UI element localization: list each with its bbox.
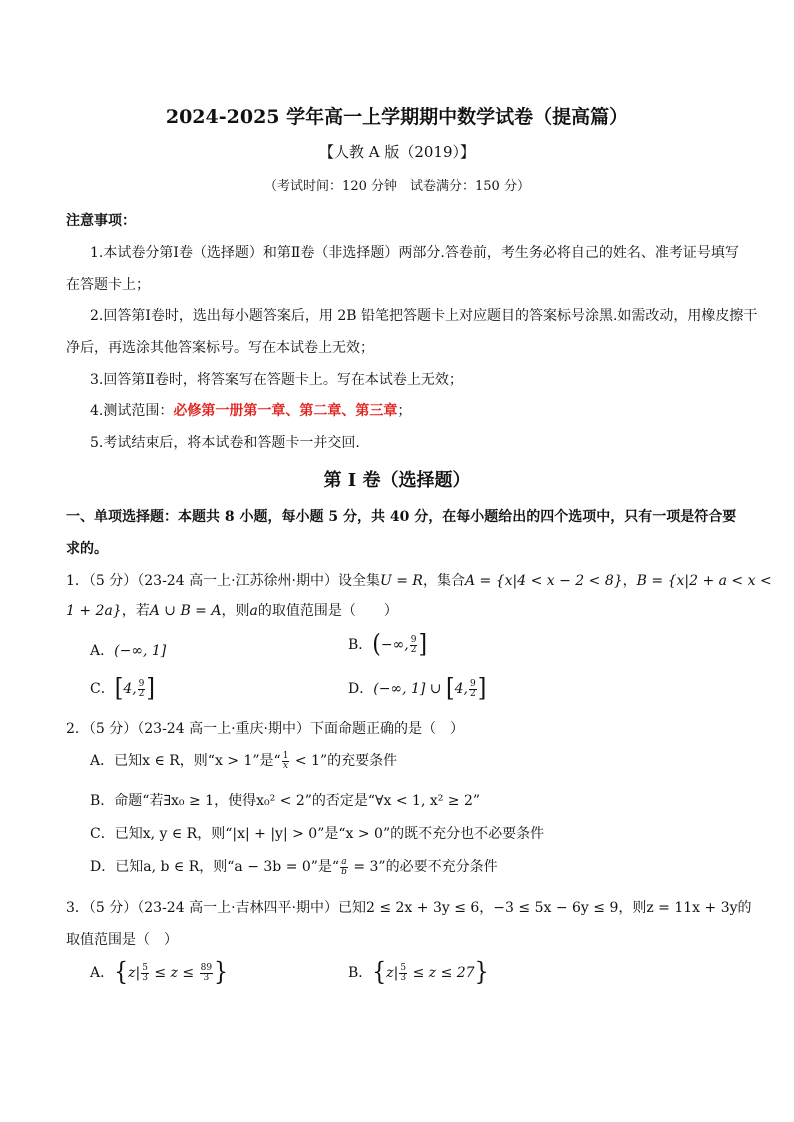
q1-set-b-end: 1 + 2a} <box>66 603 122 619</box>
option-value: ≤ z ≤ 27 <box>408 965 475 981</box>
fraction-denominator: 2 <box>410 644 417 655</box>
fraction <box>200 964 213 983</box>
q1-set-a: A = {x|4 < x − 2 < 8} <box>464 573 623 589</box>
q2-option-c[interactable]: C．已知x, y ∈ R，则“|x| + |y| > 0”是“x > 0”的既不充分也不必要条件 <box>90 826 545 842</box>
option-label: D． <box>348 681 374 697</box>
fraction-numerator: 9 <box>410 634 417 645</box>
question-3-stem: 3．（5 分）（23-24 高一上·吉林四平·期中）已知2 ≤ 2x + 3y ≤ 6，−3 ≤ 5x − 6y ≤ 9，则z = 11x + 3y的 <box>66 900 752 916</box>
fraction-numerator: 5 <box>400 962 407 973</box>
question-3-stem-cont: 取值范围是（ ） <box>66 932 178 948</box>
q3-option-b[interactable]: B．{z| $\frac{5}{3}$ ≤ z ≤ 27} <box>348 958 489 987</box>
section-heading: 一、单项选择题：本题共 8 小题，每小题 5 分，共 40 分，在每小题给出的四个选项中，只有一项是符合要 <box>66 509 737 525</box>
fraction <box>340 858 348 877</box>
option-value: 4, <box>123 681 137 697</box>
notice-item-4-suffix: ； <box>397 403 412 419</box>
fraction-numerator: 89 <box>200 962 213 973</box>
option-label: A． <box>90 643 115 659</box>
option-label: A． <box>90 965 115 981</box>
notice-item-1-cont: 在答题卡上； <box>66 277 150 293</box>
fraction-denominator: 2 <box>138 688 145 699</box>
fraction-denominator: 2 <box>469 688 476 699</box>
q3-option-a[interactable]: A．{z| $\frac{5}{3}$ ≤ z ≤ $\frac{89}{3}$ } <box>90 958 229 987</box>
q1-text: 的取值范围是（ ） <box>257 603 398 619</box>
fraction <box>138 680 146 699</box>
fraction <box>469 680 477 699</box>
fraction-denominator: 3 <box>142 972 148 983</box>
fraction-denominator: b <box>341 866 347 877</box>
option-text: A．已知x ∈ R，则“x > 1”是“ <box>90 753 281 769</box>
test-scope: 必修第一册第一章、第二章、第三章 <box>173 403 398 419</box>
option-label: B． <box>348 965 373 981</box>
notice-heading: 注意事项： <box>66 213 136 229</box>
option-label: C． <box>90 681 115 697</box>
option-value: z| <box>386 965 399 981</box>
notice-item-1: 1.本试卷分第Ⅰ卷（选择题）和第Ⅱ卷（非选择题）两部分.答卷前，考生务必将自己的姓名、准考证号填写 <box>90 245 739 261</box>
section-title: 第 I 卷（选择题） <box>323 470 471 491</box>
section-heading-cont: 求的。 <box>66 541 108 557</box>
fraction-denominator: 3 <box>400 972 407 983</box>
q1-option-d[interactable]: D．(−∞, 1] ∪ [4, $\frac{9}{2}$ ] <box>348 674 487 703</box>
exam-meta: （考试时间：120 分钟 试卷满分：150 分） <box>264 179 530 194</box>
option-text: D．已知a, b ∈ R，则“a − 3b = 0”是“ <box>90 859 340 875</box>
q1-text: ，集合 <box>422 573 465 589</box>
fraction <box>141 964 149 983</box>
option-value: (−∞, 1] <box>114 643 167 659</box>
option-value: −∞, <box>380 637 409 653</box>
option-value: 4, <box>454 681 468 697</box>
notice-item-4-prefix: 4.测试范围： <box>90 403 174 419</box>
q1-set-b: B = {x|2 + a < x < <box>636 573 772 589</box>
q1-option-a[interactable] <box>90 640 166 660</box>
fraction-numerator: 9 <box>469 678 476 689</box>
edition-label: 【人教 A 版（2019）】 <box>318 143 476 161</box>
q1-text: ， <box>622 573 637 589</box>
question-1-stem <box>66 570 772 590</box>
notice-item-5: 5.考试结束后，将本试卷和答题卡一并交回. <box>90 435 360 451</box>
option-text-end: = 3”的必要不充分条件 <box>348 859 498 875</box>
q2-option-a[interactable] <box>90 750 397 771</box>
notice-item-3: 3.回答第Ⅱ卷时，将答案写在答题卡上。写在本试卷上无效； <box>90 372 463 388</box>
question-2-stem: 2．（5 分）（23-24 高一上·重庆·期中）下面命题正确的是（ ） <box>66 721 464 737</box>
fraction <box>282 752 290 771</box>
fraction-denominator: 3 <box>203 972 210 983</box>
fraction <box>399 964 407 983</box>
option-value: z| <box>128 965 141 981</box>
option-value: (−∞, 1] ∪ <box>373 681 446 697</box>
notice-item-4 <box>90 400 411 420</box>
q2-option-b[interactable]: B．命题“若∃x₀ ≥ 1，使得x₀² < 2”的否定是“∀x < 1, x² ≥ 2” <box>90 793 481 809</box>
option-value: ≤ z ≤ <box>149 965 199 981</box>
page-title: 2024-2025 学年高一上学期期中数学试卷（提高篇） <box>165 106 629 128</box>
fraction <box>410 636 418 655</box>
notice-item-2: 2.回答第Ⅰ卷时，选出每小题答案后，用 2B 铅笔把答题卡上对应题目的答案标号涂黑.如需改动，用橡皮擦干 <box>90 308 758 324</box>
q1-text: ，若 <box>121 603 150 619</box>
fraction-numerator: 9 <box>138 678 145 689</box>
q2-option-d[interactable] <box>90 856 498 877</box>
q1-condition: A ∪ B = A <box>149 603 222 619</box>
q1-universal-set: U = R <box>379 573 423 589</box>
option-label: B． <box>348 637 373 653</box>
fraction-denominator: x <box>283 760 289 771</box>
q1-option-b[interactable]: B．(−∞, $\frac{9}{2}$ ] <box>348 630 428 659</box>
q1-prefix: 1．（5 分）（23-24 高一上·江苏徐州·期中）设全集 <box>66 573 380 589</box>
fraction-numerator: a <box>341 856 347 867</box>
q1-option-c[interactable]: C．[4, $\frac{9}{2}$ ] <box>90 674 155 703</box>
option-text-end: < 1”的充要条件 <box>290 753 398 769</box>
fraction-numerator: 1 <box>282 750 289 761</box>
q1-text: ，则 <box>221 603 250 619</box>
q1-variable: a <box>249 603 258 619</box>
notice-item-2-cont: 净后，再选涂其他答案标号。写在本试卷上无效； <box>66 340 374 356</box>
question-1-stem-cont <box>66 600 398 620</box>
fraction-numerator: 5 <box>142 962 148 973</box>
